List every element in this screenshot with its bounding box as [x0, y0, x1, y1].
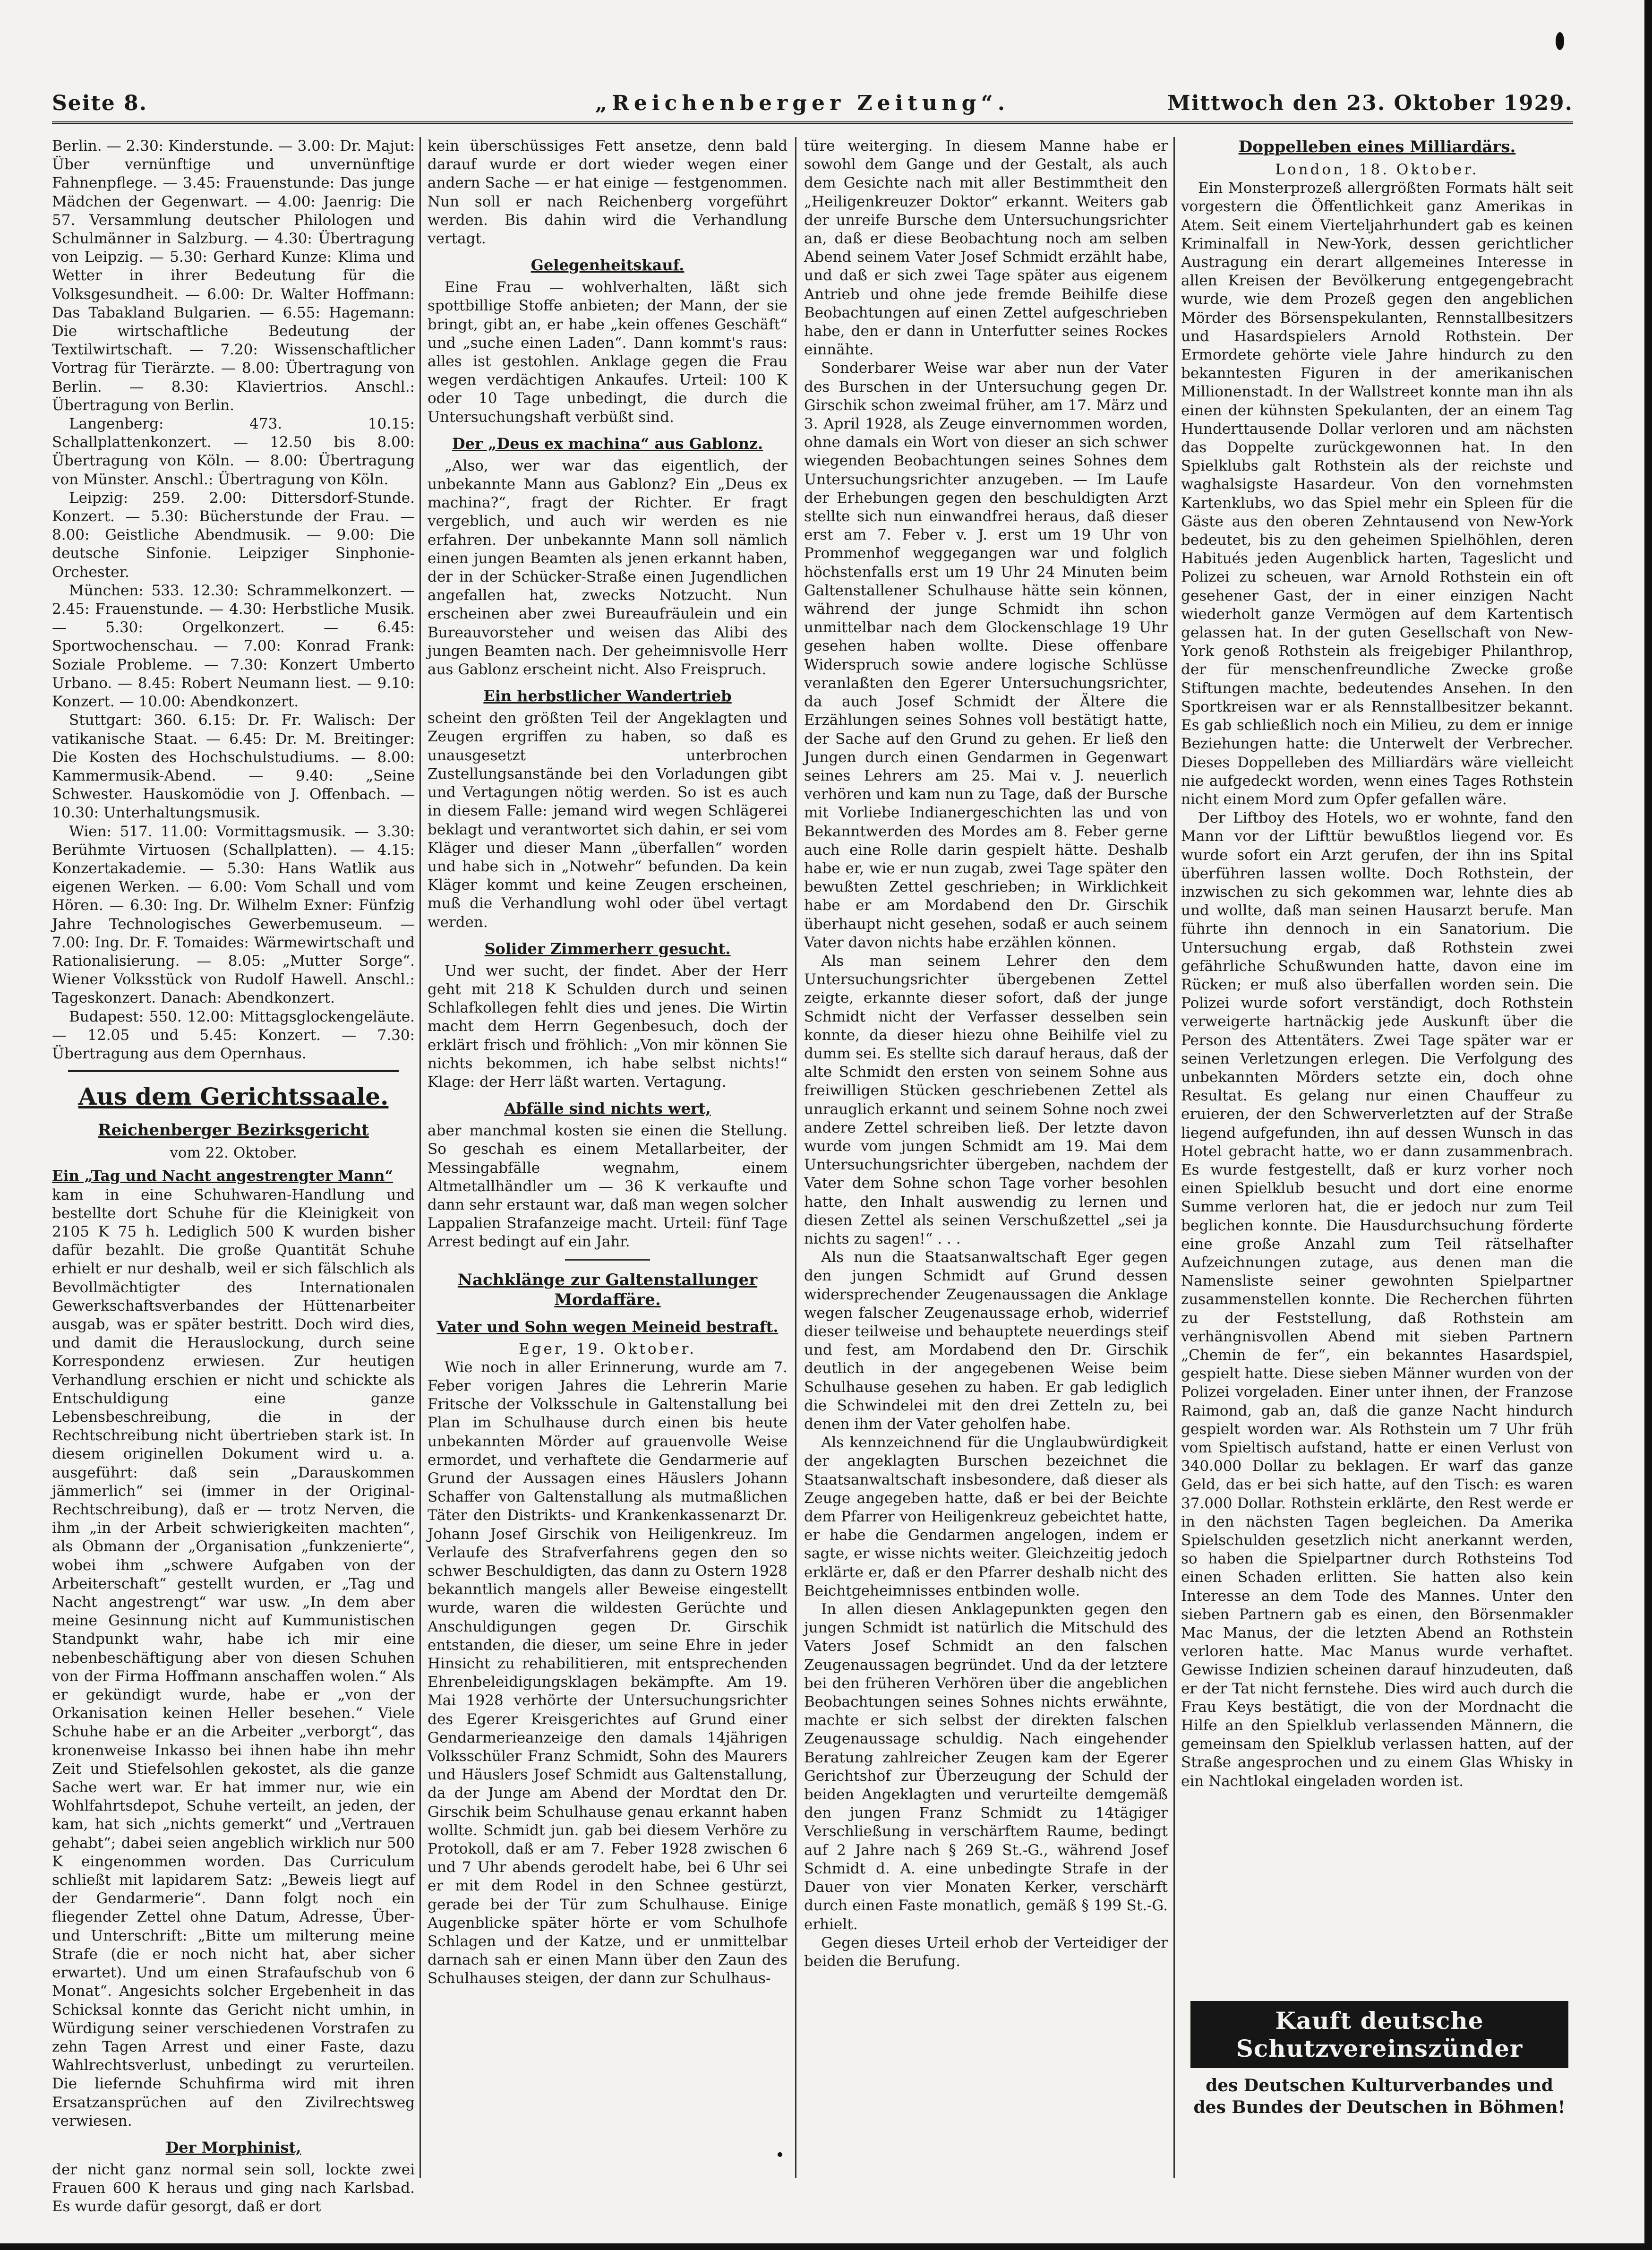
radio-listing: Leipzig: 259. 2.00: Dittersdorf-Stunde. Konzert. — 5.30: Bücherstunde der Frau. — 8.00: Geistliche Abendmusik. — 9.00: Die deutsche Sinfonie. Leipziger Sinphonie-Orchester.	[52, 489, 415, 581]
ad-text: des Deutschen Kulturverbandes und des Bundes der Deutschen in Böhmen!	[1193, 2076, 1566, 2117]
article-body: kein überschüssiges Fett ansetze, denn bald darauf wurde er dort wieder wegen einer andern Sache — er hat einige — festgenommen. Nun soll er nach Reichenberg vorgeführt werden. Bis dahin wird die Verhandlung vertagt.	[428, 137, 787, 248]
scan-edge-right	[1644, 0, 1652, 2250]
radio-listing: München: 533. 12.30: Schrammelkonzert. — 2.45: Frauenstunde. — 4.30: Herbstliche Musik. — 5.30: Orgelkonzert. — 6.45: Sportwochenschau. — 7.00: Konrad Frank: Soziale Probleme. — 7.30: Konzert Umberto Urbano. — 8.45: Robert Neumann liest. — 9.10: Konzert. — 10.00: Abendkonzert.	[52, 582, 415, 711]
article-heading: Der Morphinist,	[165, 2138, 301, 2156]
article-body: In allen diesen Anklagepunkten gegen den jungen Schmidt ist natürlich die Mitschuld des Vaters Josef Schmidt an den falschen Zeugenaussagen begründet. Und da der letztere bei den früheren Verhören über die angeblichen Beobachtungen seines Sohnes nichts erwähnte, machte er sich selbst der direkten falschen Zeugenaussage schuldig. Nach eingehender Beratung zahlreicher Zeugen kam der Egerer Gerichtshof zur Überzeugung der Schuld der beiden Angeklagten und verurteilte demgemäß den jungen Franz Schmidt zu 14tägiger Verschließung in verschärftem Raume, bedingt auf 2 Jahre nach § 269 St.-G., während Josef Schmidt d. A. eine unbedingte Strafe in der Dauer von vier Monaten Kerker, verschärft durch einen Faste monatlich, gemäß § 199 St.-G. erhielt.	[804, 1601, 1168, 1933]
column-rule	[419, 137, 421, 2178]
radio-listing: Langenberg: 473. 10.15: Schallplattenkonzert. — 12.50 bis 8.00: Übertragung von Köln. — 8.00: Übertragung von Münster. Anschl.: Übertragung von Köln.	[52, 415, 415, 488]
court-date: vom 22. Oktober.	[170, 1144, 297, 1162]
column-2	[428, 137, 787, 2169]
section-divider	[68, 1070, 399, 1072]
page-header	[52, 87, 1573, 124]
article-body: türe weiterging. In diesem Manne habe er sowohl dem Gange und der Gestalt, als auch dem Gesichte nach mit aller Bestimmtheit den „Heiligenkreuzer Doktor“ erkannt. Weiters gab der unreife Bursche dem Untersuchungsrichter an, daß er diese Beobachtung noch am selben Abend seinem Vater Josef Schmidt erzählt habe, und daß er sich zwei Tage später aus eigenem Antrieb und ohne jede fremde Beihilfe diese Beobachtungen auf einen Zettel aufgeschrieben habe, den er dann in Unterfutter seines Rockes einnähte.	[804, 137, 1168, 359]
article-body: Wie noch in aller Erinnerung, wurde am 7. Feber vorigen Jahres die Lehrerin Marie Fritsche der Volksschule in Galtenstallung bei Plan im Schulhause durch einen bis heute unbekannten Mörder auf grauenvolle Weise ermordet, und verhaftete die Gendarmerie auf Grund der Aussagen eines Häuslers Johann Schaffer von Galtenstallung als mutmaßlichen Täter den Distrikts- und Krankenkassenarzt Dr. Johann Josef Girschik von Heiligenkreuz. Im Verlaufe des Strafverfahrens gegen den so schwer Beschuldigten, das dann zu Ostern 1928 bekanntlich mangels aller Beweise eingestellt wurde, waren die wildesten Gerüchte und Anschuldigungen gegen Dr. Girschik entstanden, die dieser, um seine Ehre in jeder Hinsicht zu rehabilitieren, mit entsprechenden Ehrenbeleidigungsklagen bekämpfte. Am 19. Mai 1928 verhörte der Untersuchungsrichter des Egerer Kreisgerichtes auf Grund einer Gendarmerieanzeige den damals 14jährigen Volksschüler Franz Schmidt, Sohn des Maurers und Häuslers Josef Schmidt aus Galtenstallung, da der Junge am Abend der Mordtat den Dr. Girschik beim Schulhause genau erkannt haben wollte. Schmidt jun. gab bei diesem Verhöre zu Protokoll, daß er am 7. Feber 1928 zwischen 6 und 7 Uhr abends gerodelt habe, bei 6 Uhr sei er mit dem Rodel in den Schnee gestürzt, gerade bei der Tür zum Schulhause. Einige Augenblicke später hörte er vom Schulhofe Schlagen und der Katze, und er unmittelbar darnach sah er einen Mann über den Zaun des Schulhauses steigen, der dann zur Schulhaus-	[428, 1358, 787, 1987]
radio-listing: Stuttgart: 360. 6.15: Dr. Fr. Walisch: Der vatikanische Staat. — 6.45: Dr. M. Breitinger: Die Kosten des Hochschulstudiums. — 8.00: Kammermusik-Abend. — 9.40: „Seine Schwester. Hauskomödie von J. Offenbach. — 10.30: Unterhaltungsmusik.	[52, 712, 415, 822]
radio-listing: Berlin. — 2.30: Kinderstunde. — 3.00: Dr. Majut: Über vernünftige und unvernünftige Fahnenpflege. — 3.45: Frauenstunde: Das junge Mädchen der Gegenwart. — 4.00: Jaenrig: Die 57. Versammlung deutscher Philologen und Schulmänner in Salzburg. — 4.30: Übertragung von Leipzig. — 5.30: Gerhard Kunze: Klima und Wetter in ihrer Bedeutung für die Volksgesundheit. — 6.00: Dr. Walter Hoffmann: Das Tabakland Bulgarien. — 6.55: Hagemann: Die wirtschaftliche Bedeutung der Textilwirtschaft. — 7.20: Wissenschaftlicher Vortrag für Tierärzte. — 8.00: Übertragung von Berlin. — 8.30: Klaviertrios. Anschl.: Übertragung von Berlin.	[52, 137, 415, 414]
article-heading: Der „Deus ex machina“ aus Gablonz.	[452, 434, 763, 453]
article-subheading: Vater und Sohn wegen Meineid bestraft.	[437, 1317, 779, 1336]
column-3	[804, 137, 1168, 2169]
article-divider	[565, 1259, 650, 1261]
scan-edge-bottom	[0, 2243, 1652, 2250]
newspaper-title: „Reichenberger Zeitung“.	[595, 91, 1010, 115]
article-body: Als kennzeichnend für die Unglaubwürdigkeit der angeklagten Burschen bezeichnet die Staatsanwaltschaft insbesondere, daß dieser als Zeuge angegeben hatte, daß er bei der Beichte dem Pfarrer von Heiligenkreuz gebeichtet hatte, er habe die Gendarmen angelogen, indem er sagte, er wisse nichts weiter. Gleichzeitig jedoch erklärte er, daß er den Pfarrer deshalb nicht des Beichtgeheimnisses entbinden wolle.	[804, 1434, 1168, 1599]
article-body: Als man seinem Lehrer den dem Untersuchungsrichter übergebenen Zettel zeigte, erkannte dieser sofort, daß der junge Schmidt nicht der Verfasser desselben sein konnte, da dieser hiezu ohne Beihilfe viel zu dumm sei. Es stellte sich darauf heraus, daß der alte Schmidt den ersten von seinem Sohne aus freiwilligen Stücken geschriebenen Zettel als unrauglich erkannt und seinem Sohne noch zwei andere Zettel schreiben ließ. Der letzte davon wurde vom jungen Schmidt am 19. Mai dem Untersuchungsrichter übergeben, nachdem der Vater dem Sohne schon Tage vorher besohlen hatte, den Inhalt auswendig zu lernen und diesen Zettel als seinen Verschußzettel „sei ja nichts zu sagen!“ . . .	[804, 952, 1168, 1247]
article-body: kam in eine Schuhwaren-Handlung und bestellte dort Schuhe für die Kleinigkeit von 2105 K 75 h. Lediglich 500 K wurden bisher dafür bezahlt. Die große Quantität Schuhe erhielt er nur deshalb, weil er sich fälschlich als Bevollmächtigter des Internationalen Gewerkschaftsverbandes der Hüttenarbeiter ausgab, was er später bestritt. Doch wird dies, und damit die Herauslockung, durch seine Korrespondenz erwiesen. Zur heutigen Verhandlung erschien er nicht und schickte als Entschuldigung eine ganze Lebensbeschreibung, die in der Rechtschreibung nicht übertrieben stark ist. In diesem originellen Dokument wird u. a. ausgeführt: daß sein „Darauskommen jämmerlich“ sei (immer in der Original-Rechtschreibung), daß er — trotz Nerven, die ihm „in der Arbeit schwierigkeiten machten“, als Obmann der „Organisation „funkzenierte“, wobei ihm „schwere Aufgaben von der Arbeiterschaft“ gestellt wurden, er „Tag und Nacht angestrengt“ war usw. „In dem aber meine Gesinnung nicht auf Kummunistischen Standpunkt wahr, habe ich mir eine nebenbeschäftigung aber von diesen Schuhen von der Firma Hoffmann anschaffen wolen.“ Als er gekündigt wurde, habe er „von der Orkanisation keinen Heller besehen.“ Viele Schuhe habe er an die Arbeiter „verborgt“, das kronenweise Inkasso bei ihnen habe ihn mehr Zeit und Stiefelsohlen gekostet, als die ganze Sache wert war. Er hat immer nur, wie ein Wohlfahrtsdepot, Schuhe verteilt, an jeden, der kam, hat sich „nichts gemerkt“ und „Vertrauen gehabt“; dabei seien angeblich wirklich nur 500 K eingenommen worden. Das Curriculum schließt mit lapidarem Satz: „Beweis liegt auf der Gendarmerie“. Dann folgt noch ein fliegender Zettel ohne Datum, Adresse, Über- und Unterschrift: „Bitte um milterung meine Strafe (die er noch nicht hat, aber sicher erwartet). Und um einen Strafaufschub von 6 Monat“. Angesichts solcher Ergebenheit in das Schicksal konnte das Gericht nicht umhin, in Würdigung seiner verschiedenen Vorstrafen zu zehn Tagen Arrest und einer Faste, dazu Wahlrechtsverlust, unbedingt zu verurteilen. Die liefernde Schuhfirma wird mit ihren Ersatzansprüchen auf den Zivilrechtsweg verwiesen.	[52, 1186, 415, 2130]
section-heading: Aus dem Gerichtssaale.	[78, 1082, 389, 1111]
article-heading: Gelegenheitskauf.	[531, 256, 685, 275]
article-body: Als nun die Staatsanwaltschaft Eger gegen den jungen Schmidt auf Grund dessen widersprechender Zeugenaussagen die Anklage wegen falscher Zeugenaussage erhob, widerrief dieser teilweise und behauptete neuerdings steif und fest, am Mordabend den Dr. Girschik deutlich in der angegebenen Weise beim Schulhause gesehen zu haben. Er gab lediglich die Schwindelei mit den drei Zetteln zu, bei denen ihm der Vater geholfen habe.	[804, 1249, 1168, 1433]
issue-date: Mittwoch den 23. Oktober 1929.	[1167, 91, 1573, 115]
article-heading: Abfälle sind nichts wert,	[504, 1099, 711, 1118]
article-body: Sonderbarer Weise war aber nun der Vater des Burschen in der Untersuchung gegen Dr. Girschik schon zweimal früher, am 17. März und 3. April 1928, als Zeuge einvernommen worden, ohne damals ein Wort von dieser an sich schwer wiegenden Beobachtungen seines Sohnes dem Untersuchungsrichter anzugeben. — Im Laufe der Erhebungen gegen den beschuldigten Arzt stellte sich nun einwandfrei heraus, daß dieser erst am 7. Feber v. J. erst um 19 Uhr von Prommenhof weggegangen war und folglich höchstenfalls erst um 19 Uhr 24 Minuten beim Galtenstallener Schulhause hätte sein können, während der junge Schmidt ihn schon unmittelbar nach dem Glockenschlage 19 Uhr gesehen haben wollte. Diese offenbare Widerspruch sowie andere logische Schlüsse veranlaßten den Egerer Untersuchungsrichter, da auch Josef Schmidt der Ältere die Erzählungen seines Sohnes voll bestätigt hatte, der Sache auf den Grund zu gehen. Er ließ den Jungen durch einen Gendarmen in Gegenwart seines Lehrers am 25. Mai v. J. neuerlich verhören und kam nun zu Tage, daß der Bursche mit Vorliebe Indianergeschichten las und von Bekanntwerden des Mordes am 8. Feber gerne auch eine Rolle darin gespielt hätte. Deshalb habe er, wie er nun zugab, zwei Tage später den bewußten Zettel geschrieben; in Wirklichkeit habe er am Mordabend den Dr. Girschik überhaupt nicht gesehen, sodaß er auch seinem Vater davon nichts habe erzählen können.	[804, 360, 1168, 951]
advertisement	[1190, 2001, 1568, 2131]
article-body: der nicht ganz normal sein soll, lockte zwei Frauen 600 K heraus und ging nach Karlsbad. Es wurde dafür gesorgt, daß er dort	[52, 2161, 415, 2216]
article-lead: Ein „Tag und Nacht angestrengter Mann“	[52, 1168, 394, 1185]
radio-listing: Wien: 517. 11.00: Vormittagsmusik. — 3.30: Berühmte Virtuosen (Schallplatten). — 4.15: Konzertakademie. — 5.30: Hans Watlik aus eigenen Werken. — 6.00: Vom Schall und vom Hören. — 6.30: Ing. Dr. Wilhelm Exner: Fünfzig Jahre Technologisches Gewerbemuseum. — 7.00: Ing. Dr. F. Tomaides: Wärmewirtschaft und Rationalisierung. — 8.05: „Mutter Sorge“. Wiener Volksstück von Rudolf Hawell. Anschl.: Tageskonzert. Danach: Abendkonzert.	[52, 823, 415, 1007]
ad-headline: Kauft deutsche Schutzvereinszünder	[1190, 2001, 1568, 2068]
article-body: Eine Frau — wohlverhalten, läßt sich spottbillige Stoffe anbieten; der Mann, der sie bringt, gibt an, er habe „kein offenes Geschäft“ und „suche einen Laden“. Dann kommt's raus: alles ist gestohlen. Anklage gegen die Frau wegen verdächtigen Ankaufes. Urteil: 100 K oder 10 Tage unbedingt, die durch die Untersuchungshaft verbüßt sind.	[428, 279, 787, 426]
article-heading: Doppelleben eines Milliardärs.	[1238, 137, 1516, 156]
article-body: Der Liftboy des Hotels, wo er wohnte, fand den Mann vor der Lifttür bewußtlos liegend vor. Es wurde sofort ein Arzt gerufen, der ihn ins Spital überführen lassen wollte. Doch Rothstein, der inzwischen zu sich gekommen war, lehnte dies ab und wollte, daß man seinen Hausarzt berufe. Man führte ihn dennoch in ein Sanatorium. Die Untersuchung ergab, daß Rothstein zwei gefährliche Schußwunden hatte, davon eine im Rücken; er muß also überfallen worden sein. Die Polizei wurde sofort verständigt, doch Rothstein verweigerte hartnäckig jede Auskunft über die Person des Attentäters. Zwei Tage später war er seinen Verletzungen erlegen. Die Verfolgung des unbekannten Mörders setzte ein, doch ohne Resultat. Es gelang nur einen Chauffeur zu eruieren, der den Schwerverletzten auf der Straße liegend aufgefunden, ihn auf dessen Wunsch in das Hotel gebracht hatte, wo er dann zusammenbrach. Es wurde festgestellt, daß er kurz vorher noch einen Spielklub besucht und dort eine enorme Summe verloren hat, die er jedoch nur zum Teil beglichen konnte. Die Hausdurchsuchung förderte eine große Anzahl zum Teil rätselhafter Aufzeichnungen zutage, aus denen man die Namensliste seiner gewohnten Spielpartner zusammenstellen konnte. Die Recherchen führten zu der Feststellung, daß Rothstein am verhängnisvollen Abend mit sieben Partnern „Chemin de fer“, ein bekanntes Hasardspiel, gespielt hatte. Diese sieben Männer wurden von der Polizei vorgeladen. Einer unter ihnen, der Franzose Raimond, gab an, daß die ganze Nacht hindurch gespielt worden war. Als Rothstein um 7 Uhr früh vom Spieltisch aufstand, hatte er einen Verlust von 340.000 Dollar zu beklagen. Er warf das ganze Geld, das er bei sich hatte, auf den Tisch: es waren 37.000 Dollar. Rothstein erklärte, den Rest werde er in den nächsten Tagen begleichen. Da Amerika Spielschulden gesetzlich nicht anerkannt werden, so haben die Spielpartner durch Rothsteins Tod einen Schaden erlitten. Sie hatten also kein Interesse an dem Tode des Mannes. Unter den sieben Partnern gab es einen, den Börsenmakler Mac Manus, der die letzten Abend an Rothstein verloren hatte. Mac Manus wurde verhaftet. Gewisse Indizien scheinen darauf hinzudeuten, daß er der Tat nicht fernstehe. Dies wird auch durch die Frau Keys bestätigt, die von der Mordnacht die Hilfe an den Spielklub verlassenden Männern, die gemeinsam den Spielklub verlassen hatten, auf der Straße angesprochen und zu einem Glas Whisky in ein Nachtlokal eingeladen worden ist.	[1181, 809, 1573, 1790]
article-heading: Ein herbstlicher Wandertrieb	[483, 687, 732, 705]
court-subheading: Reichenberger Bezirksgericht	[98, 1121, 369, 1140]
column-1	[52, 137, 415, 2216]
scan-spot	[1556, 32, 1564, 50]
article-body: Ein Monsterprozeß allergrößten Formats hält seit vorgestern die Öffentlichkeit ganz Amerikas in Atem. Seit einem Vierteljahrhundert gab es keinen Kriminalfall in New-York, dessen gerichtlicher Austragung ein derart allgemeines Interesse in allen Kreisen der Bevölkerung entgegengebracht wurde, wie dem Prozeß gegen den angeblichen Mörder des Börsenspekulanten, Rennstallbesitzers und Hasardspielers Arnold Rothstein. Der Ermordete gehörte viele Jahre hindurch zu den bekanntesten Figuren in der amerikanischen Millionenstadt. In der Wallstreet konnte man ihn als einen der kühnsten Spekulanten, der an einem Tag Hunderttausende Dollar verloren und am nächsten das Doppelte zurückgewonnen hat. In den Spielklubs galt Rothstein als der reichste und waghalsigste Hasardeur. Von den vornehmsten Kartenklubs, wo das Spiel mehr ein Spleen für die Gäste aus den oberen Zehntausend von New-York bedeutet, bis zu den geheimen Spielhöhlen, deren Habitués jeden Augenblick harten, Tageslicht und Polizei zu scheuen, war Arnold Rothstein ein oft gesehener Gast, der in einer einzigen Nacht wiederholt ganze Vermögen auf dem Kartentisch gelassen hat. In der guten Gesellschaft von New-York genoß Rothstein als freigebiger Philanthrop, der für menschenfreundliche Zwecke große Stiftungen machte, bedeutendes Ansehen. In den Sportkreisen war er als Rennstallbesitzer bekannt. Es gab schließlich noch ein Milieu, zu dem er innige Beziehungen hatte: die Unterwelt der Verbrecher. Dieses Doppelleben des Milliardärs wäre vielleicht nie aufgedeckt worden, wenn eines Tages Rothstein nicht einem Mord zum Opfer gefallen wäre.	[1181, 180, 1573, 808]
article-body: „Also, wer war das eigentlich, der unbekannte Mann aus Gablonz? Ein „Deus ex machina?“, fragt der Richter. Er fragt vergeblich, und auch wir werden es nie erfahren. Der unbekannte Mann soll nämlich einen jungen Beamten als jenen erkannt haben, der in der Schücker-Straße einen Jugendlichen angefallen hat, zwecks Notzucht. Nun erscheinen aber zwei Bureaufräulein und ein Bureauvorsteher und weisen das Alibi des jungen Beamten nach. Der geheimnisvolle Herr aus Gablonz erscheint nicht. Also Freispruch.	[428, 457, 787, 678]
dateline: London, 18. Oktober.	[1275, 161, 1479, 178]
article-heading: Solider Zimmerherr gesucht.	[484, 939, 731, 958]
column-rule	[795, 137, 796, 2178]
column-4	[1181, 137, 1573, 1989]
article-body: scheint den größten Teil der Angeklagten und Zeugen ergriffen zu haben, so daß es unausgesetzt unterbrochen Zustellungsanstände bei den Vorladungen gibt und Vertagungen nötig werden. So ist es auch in diesem Falle: jemand wird wegen Schlägerei beklagt und verantwortet sich dahin, er sei vom Kläger und dieser Mann „überfallen“ worden und habe sich in „Notwehr“ befunden. Da kein Kläger kommt und keine Zeugen erscheinen, muß die Verhandlung wohl oder übel vertagt werden.	[428, 710, 787, 931]
radio-listing: Budapest: 550. 12.00: Mittagsglockengeläute. — 12.05 und 5.45: Konzert. — 7.30: Übertragung aus dem Opernhaus.	[52, 1008, 415, 1062]
page-number: Seite 8.	[52, 91, 148, 115]
article-body: Gegen dieses Urteil erhob der Verteidiger der beiden die Berufung.	[804, 1934, 1168, 1970]
article-body: aber manchmal kosten sie einen die Stellung. So geschah es einem Metallarbeiter, der Messingabfälle wegnahm, einem Altmetallhändler um — 36 K verkaufte und dann sehr erstaunt war, daß man wegen solcher Lappalien Strafanzeige macht. Urteil: fünf Tage Arrest bedingt auf ein Jahr.	[428, 1122, 787, 1251]
dateline: Eger, 19. Oktober.	[519, 1340, 696, 1357]
column-rule	[1173, 137, 1175, 2178]
article-body: Und wer sucht, der findet. Aber der Herr geht mit 218 K Schulden durch und seinen Schlafkollegen fehlt dies und jenes. Die Wirtin macht dem Herrn Gegenbesuch, doch der erklärt frisch und fröhlich: „Von mir können Sie nichts bekommen, ich habe selbst nichts!“ Klage: der Herr läßt warten. Vertagung.	[428, 962, 787, 1091]
article-heading: Nachklänge zur Galtenstallunger Mordaffäre.	[457, 1270, 758, 1309]
